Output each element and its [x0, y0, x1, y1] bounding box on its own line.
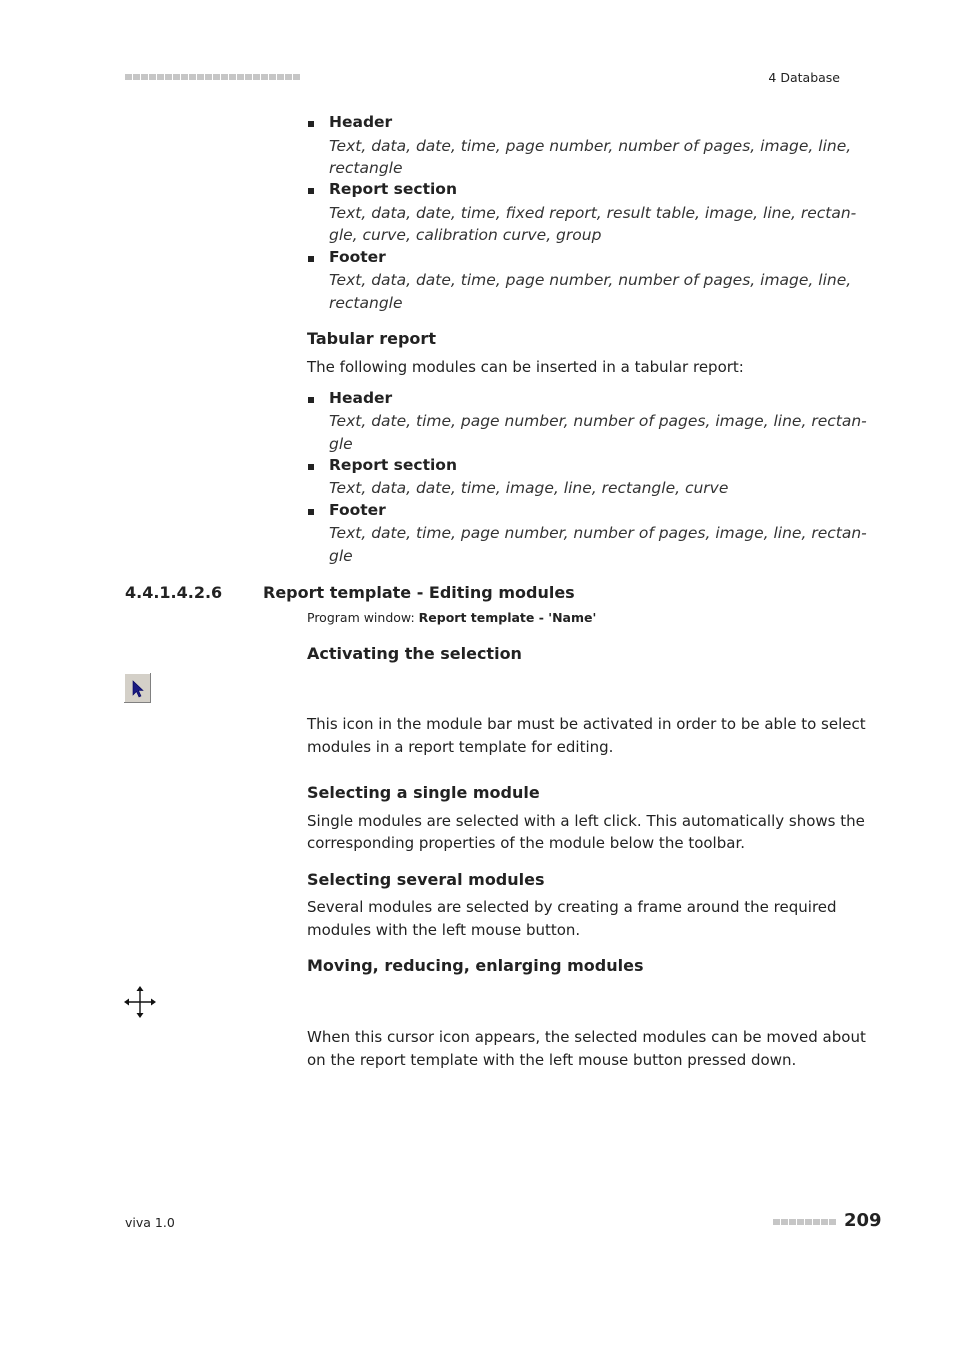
moving-text-line: When this cursor icon appears, the selected modules can be moved about [307, 1028, 866, 1046]
activating-text-line: modules in a report template for editing. [307, 738, 614, 756]
list-item-line: gle, curve, calibration curve, group [329, 226, 602, 244]
moving-text-line: on the report template with the left mouse button pressed down. [307, 1051, 797, 1069]
program-window-line [307, 610, 596, 625]
activating-text-line: This icon in the module bar must be activated in order to be able to select [307, 715, 866, 733]
header-decoration [125, 74, 300, 80]
product-version: viva 1.0 [125, 1215, 175, 1230]
bullet-marker [308, 397, 314, 403]
list-item-line: Text, data, date, time, page number, number of pages, image, line, [329, 137, 852, 155]
list-item-title: Footer [329, 248, 386, 266]
list-item-title: Header [329, 113, 393, 131]
list-item-line: Text, date, time, page number, number of pages, image, line, rectan- [329, 524, 867, 542]
list-item-line: Text, data, date, time, fixed report, result table, image, line, rectan- [329, 204, 857, 222]
arrow-select-icon [124, 673, 151, 703]
list-item-line: Text, data, date, time, image, line, rectangle, curve [329, 479, 729, 497]
list-item-title: Footer [329, 501, 386, 519]
list-item-title: Report section [329, 456, 457, 474]
bullet-marker [308, 256, 314, 262]
several-text-line: modules with the left mouse button. [307, 921, 581, 939]
move-cursor-icon [123, 985, 157, 1019]
program-window-label: Program window: [307, 610, 419, 625]
section-number: 4.4.1.4.2.6 [125, 583, 223, 602]
list-item-line: gle [329, 435, 353, 453]
bullet-marker [308, 121, 314, 127]
chapter-title: 4 Database [768, 70, 840, 85]
activating-heading: Activating the selection [307, 644, 522, 663]
list-item-title: Report section [329, 180, 457, 198]
list-item-line: rectangle [329, 159, 403, 177]
several-text-line: Several modules are selected by creating a frame around the required [307, 898, 837, 916]
bullet-marker [308, 464, 314, 470]
tabular-intro: The following modules can be inserted in a tabular report: [307, 358, 744, 376]
tabular-heading: Tabular report [307, 329, 436, 348]
bullet-marker [308, 509, 314, 515]
list-item-title: Header [329, 389, 393, 407]
list-item-line: Text, data, date, time, page number, number of pages, image, line, [329, 271, 852, 289]
section-title: Report template - Editing modules [263, 583, 575, 602]
moving-heading: Moving, reducing, enlarging modules [307, 956, 644, 975]
single-text-line: Single modules are selected with a left click. This automatically shows the [307, 812, 865, 830]
bullet-marker [308, 188, 314, 194]
single-text-line: corresponding properties of the module below the toolbar. [307, 834, 745, 852]
page-number: 209 [844, 1210, 882, 1231]
several-heading: Selecting several modules [307, 870, 545, 889]
footer-decoration [773, 1219, 836, 1225]
single-heading: Selecting a single module [307, 783, 540, 802]
list-item-line: gle [329, 547, 353, 565]
list-item-line: Text, date, time, page number, number of pages, image, line, rectan- [329, 412, 867, 430]
list-item-line: rectangle [329, 294, 403, 312]
program-window-name: Report template - 'Name' [418, 610, 597, 625]
